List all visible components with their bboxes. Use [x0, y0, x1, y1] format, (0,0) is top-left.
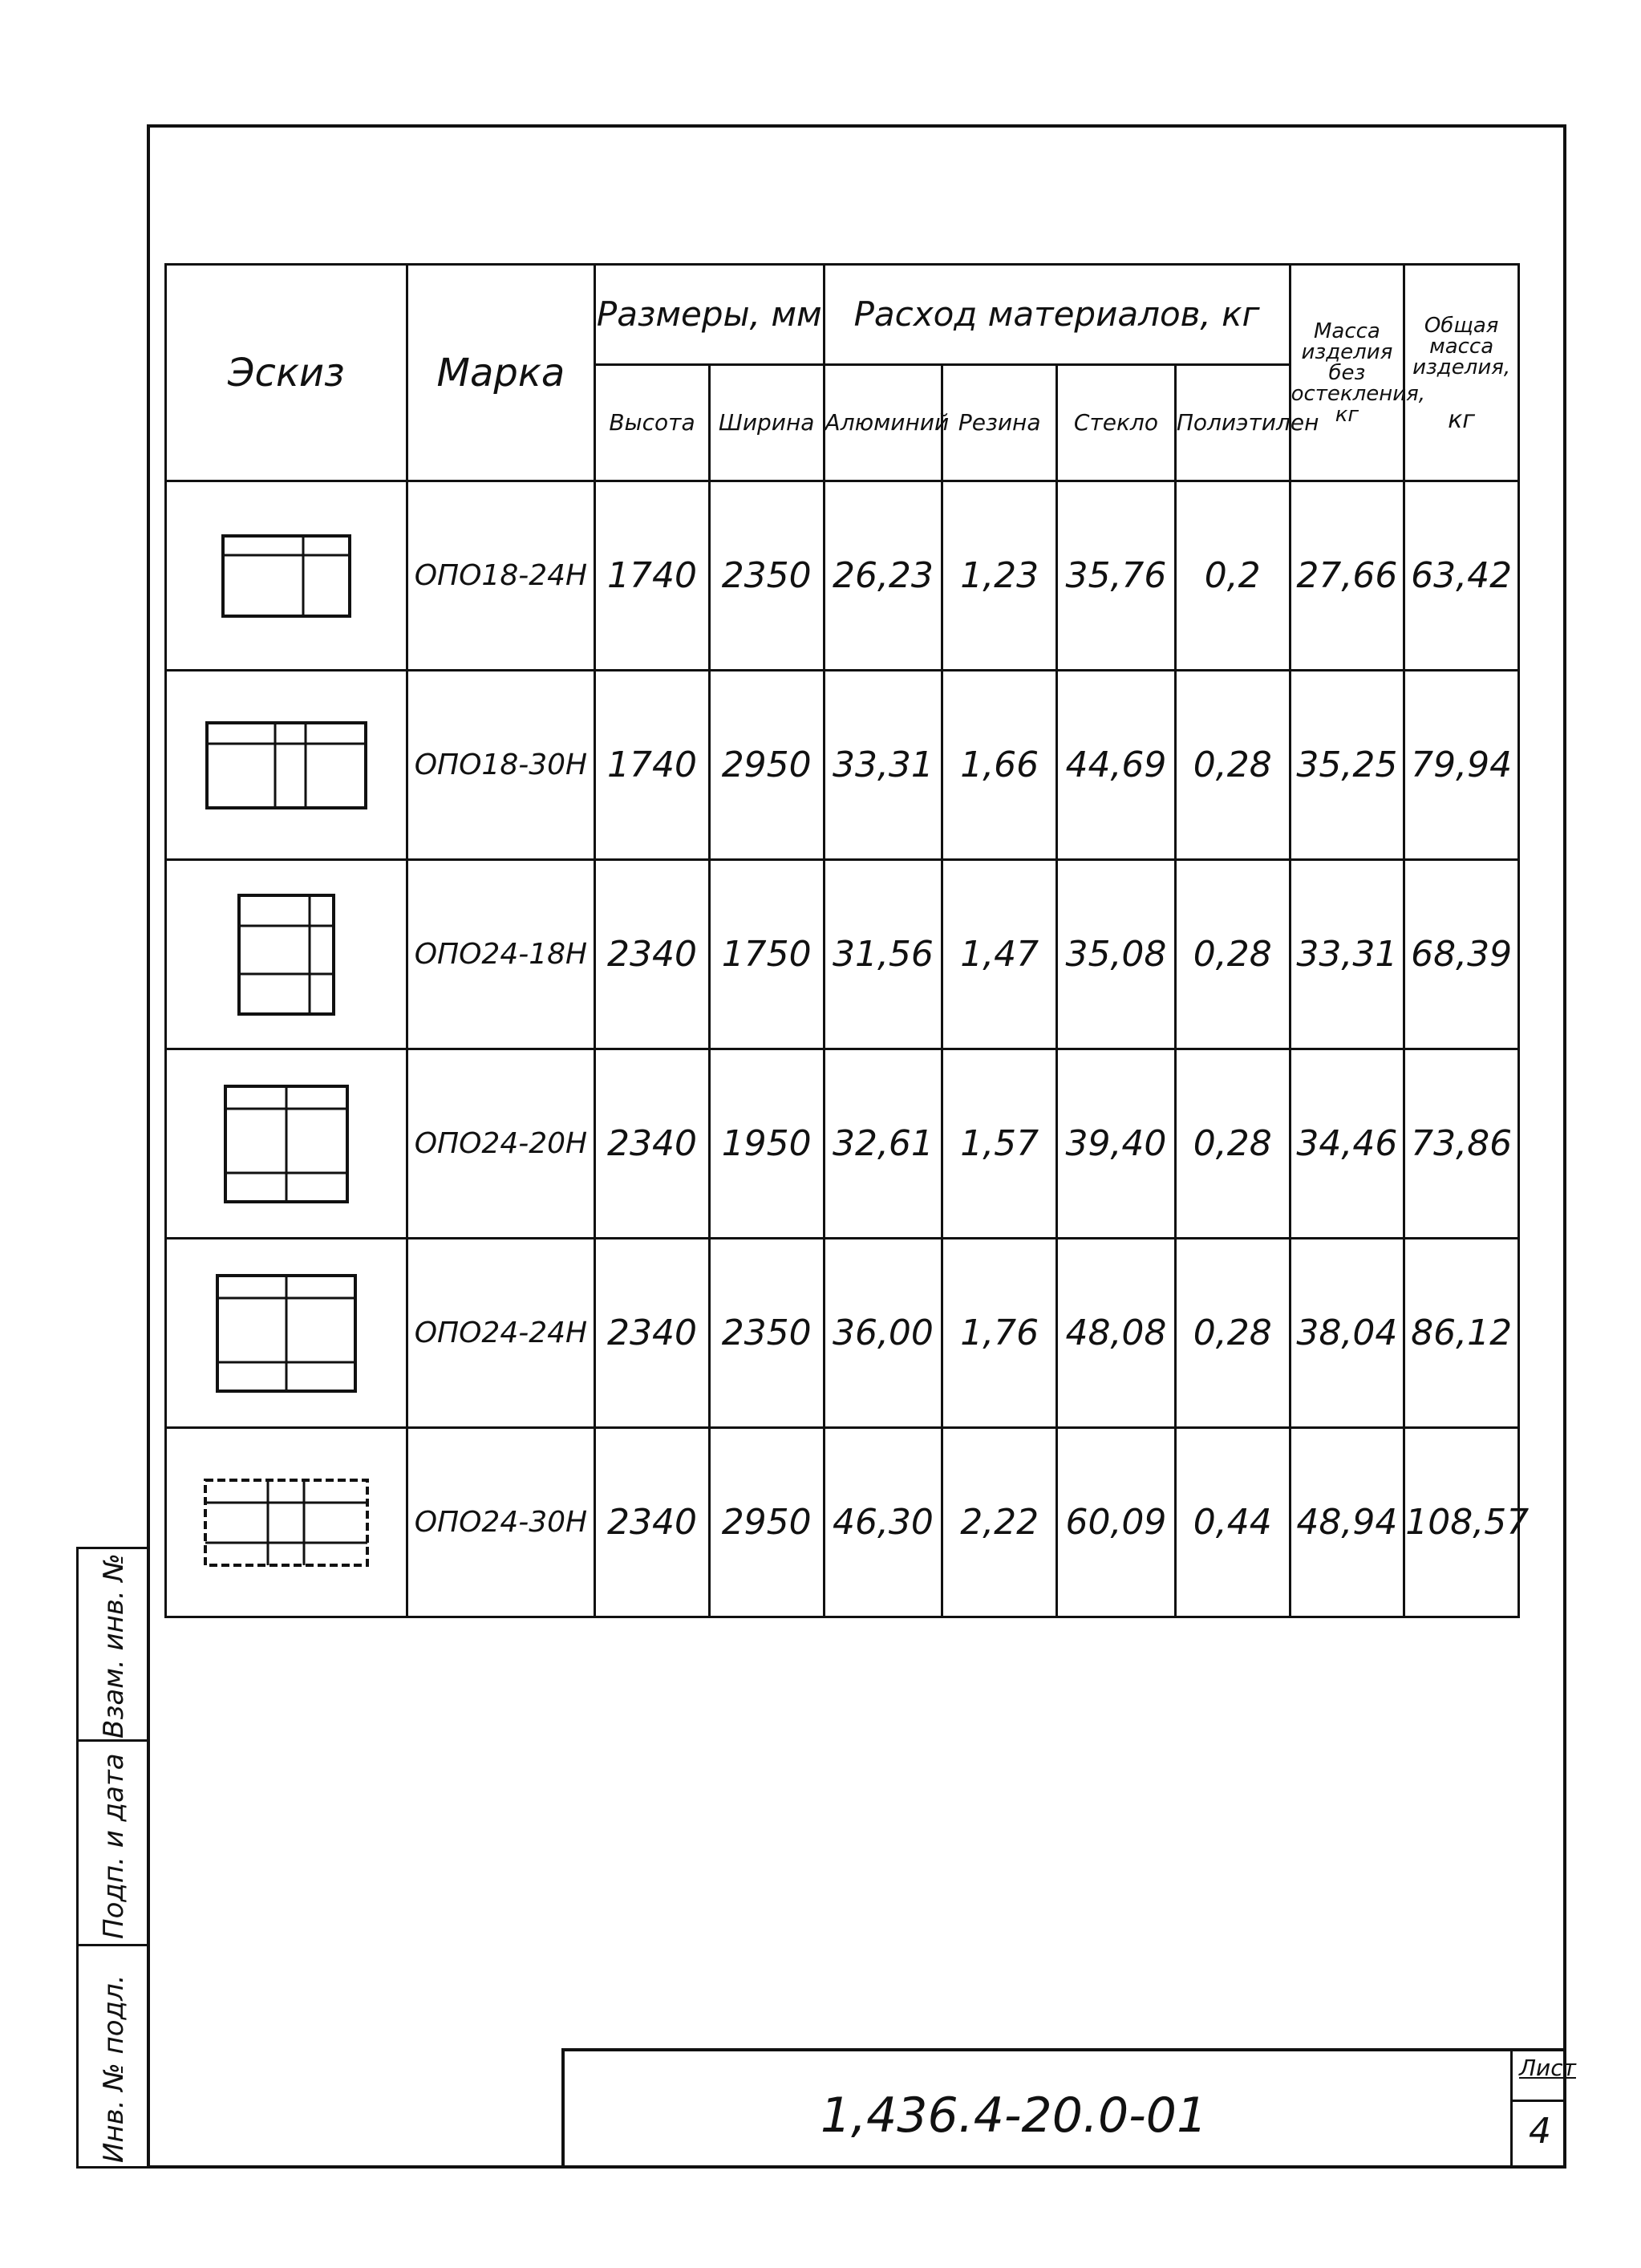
window-sketch-icon [216, 1274, 357, 1393]
header-total-mass-title: Общая масса изделия, [1412, 313, 1511, 379]
subheader-width: Ширина [709, 365, 824, 481]
header-mass-no-glass: Масса изделия без остекления, кг [1290, 265, 1404, 481]
width-cell: 2950 [709, 1428, 824, 1617]
glass-cell: 48,08 [1057, 1239, 1176, 1428]
total-mass-cell: 79,94 [1404, 671, 1519, 860]
mass-cell: 33,31 [1290, 860, 1404, 1049]
header-materials: Расход материалов, кг [824, 265, 1290, 365]
side-stamp-block [76, 1547, 147, 2169]
mark-cell: ОПО24-18Н [407, 860, 594, 1049]
height-cell: 2340 [595, 1428, 710, 1617]
subheader-aluminum: Алюминий [824, 365, 942, 481]
sketch-cell [166, 481, 407, 671]
sidebar-label-sign-date: Подп. и дата [98, 1753, 130, 1939]
height-cell: 1740 [595, 481, 710, 671]
sketch-cell [166, 860, 407, 1049]
sidebar-cell-sign-date [79, 1742, 147, 1946]
header-mark: Марка [407, 265, 594, 481]
glass-cell: 60,09 [1057, 1428, 1176, 1617]
subheader-glass: Стекло [1057, 365, 1176, 481]
table-row [166, 671, 1519, 860]
header-total-mass [1404, 265, 1519, 481]
total-mass-cell: 63,42 [1404, 481, 1519, 671]
width-cell: 1950 [709, 1049, 824, 1239]
mass-cell: 48,94 [1290, 1428, 1404, 1617]
aluminum-cell: 36,00 [824, 1239, 942, 1428]
sketch-cell [166, 1049, 407, 1239]
sidebar-label-inv-orig: Инв. № подл. [98, 1974, 130, 2163]
glass-cell: 39,40 [1057, 1049, 1176, 1239]
rubber-cell: 1,76 [942, 1239, 1057, 1428]
sketch-cell [166, 1428, 407, 1617]
polyethylene-cell: 0,28 [1175, 671, 1290, 860]
window-sketch-icon [205, 721, 367, 809]
header-total-mass-unit: кг [1448, 405, 1476, 434]
window-sketch-icon [237, 894, 335, 1016]
mark-cell: ОПО18-24Н [407, 481, 594, 671]
table-row [166, 481, 1519, 671]
subheader-polyethylene: Полиэтилен [1175, 365, 1290, 481]
subheader-rubber: Резина [942, 365, 1057, 481]
height-cell: 1740 [595, 671, 710, 860]
sketch-cell [166, 1239, 407, 1428]
window-sketch-icon [224, 1085, 349, 1203]
total-mass-cell: 108,57 [1404, 1428, 1519, 1617]
aluminum-cell: 46,30 [824, 1428, 942, 1617]
mark-cell: ОПО18-30Н [407, 671, 594, 860]
rubber-cell: 1,47 [942, 860, 1057, 1049]
sheet-number: 4 [1529, 2111, 1551, 2152]
width-cell: 2350 [709, 1239, 824, 1428]
title-block [561, 2048, 1576, 2169]
table-row [166, 860, 1519, 1049]
mark-cell: ОПО24-30Н [407, 1428, 594, 1617]
document-code: 1,436.4-20.0-01 [820, 2087, 1208, 2144]
glass-cell: 35,76 [1057, 481, 1176, 671]
mass-cell: 35,25 [1290, 671, 1404, 860]
total-mass-cell: 86,12 [1404, 1239, 1519, 1428]
sheet-label: Лист [1519, 2055, 1576, 2081]
table-row [166, 1049, 1519, 1239]
aluminum-cell: 31,56 [824, 860, 942, 1049]
header-sketch: Эскиз [166, 265, 407, 481]
mass-cell: 27,66 [1290, 481, 1404, 671]
total-mass-cell: 68,39 [1404, 860, 1519, 1049]
polyethylene-cell: 0,28 [1175, 1049, 1290, 1239]
sheet-box [1510, 2051, 1576, 2169]
glass-cell: 35,08 [1057, 860, 1176, 1049]
sketch-cell [166, 671, 407, 860]
height-cell: 2340 [595, 1049, 710, 1239]
mark-cell: ОПО24-20Н [407, 1049, 594, 1239]
width-cell: 2950 [709, 671, 824, 860]
total-mass-cell: 73,86 [1404, 1049, 1519, 1239]
rubber-cell: 2,22 [942, 1428, 1057, 1617]
sidebar-label-replaces-inv: Взам. инв. № [98, 1553, 130, 1739]
glass-cell: 44,69 [1057, 671, 1176, 860]
aluminum-cell: 26,23 [824, 481, 942, 671]
polyethylene-cell: 0,2 [1175, 481, 1290, 671]
width-cell: 2350 [709, 481, 824, 671]
height-cell: 2340 [595, 1239, 710, 1428]
sheet-divider [1513, 2100, 1566, 2102]
window-sketch-icon [204, 1479, 369, 1567]
subheader-height: Высота [595, 365, 710, 481]
polyethylene-cell: 0,28 [1175, 860, 1290, 1049]
mark-cell: ОПО24-24Н [407, 1239, 594, 1428]
window-sketch-icon [221, 534, 351, 618]
mass-cell: 34,46 [1290, 1049, 1404, 1239]
polyethylene-cell: 0,44 [1175, 1428, 1290, 1617]
aluminum-cell: 33,31 [824, 671, 942, 860]
height-cell: 2340 [595, 860, 710, 1049]
table-row [166, 1239, 1519, 1428]
rubber-cell: 1,66 [942, 671, 1057, 860]
width-cell: 1750 [709, 860, 824, 1049]
mass-cell: 38,04 [1290, 1239, 1404, 1428]
table-row [166, 1428, 1519, 1617]
rubber-cell: 1,57 [942, 1049, 1057, 1239]
sidebar-cell-replaces-inv [79, 1549, 147, 1742]
aluminum-cell: 32,61 [824, 1049, 942, 1239]
polyethylene-cell: 0,28 [1175, 1239, 1290, 1428]
sidebar-cell-inv-orig [79, 1946, 147, 2169]
header-sizes: Размеры, мм [595, 265, 824, 365]
rubber-cell: 1,23 [942, 481, 1057, 671]
specification-table [164, 263, 1530, 1618]
